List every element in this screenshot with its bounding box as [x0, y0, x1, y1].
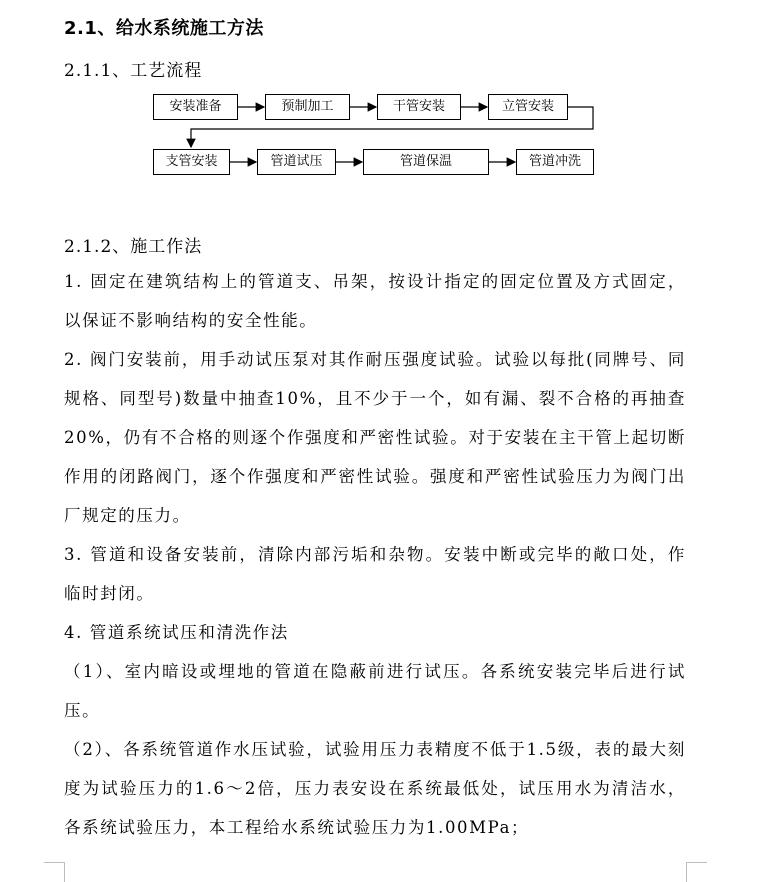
paragraph-6: （2）、各系统管道作水压试验，试验用压力表精度不低于1.5级，表的最大刻度为试验压力的1.6～2倍，压力表安设在系统最低处，试压用水为清洁水，各系统试验压力，本工程给水系统试验压力为1.00MPa； [64, 740, 686, 837]
page-corner-mark-right [686, 862, 707, 882]
paragraph-2: 2. 阀门安装前，用手动试压泵对其作耐压强度试验。试验以每批(同牌号、同规格、同型号)数量中抽查10%，且不少于一个，如有漏、裂不合格的再抽查20%，仍有不合格的则逐个作强度和严密性试验。对于安装在主干管上起切断作用的闭路阀门，逐个作强度和严密性试验。强度和严密性试验压力为阀门出厂规定的压力。 [64, 350, 686, 525]
flow-step-5: 支管安装 [153, 149, 230, 175]
paragraph-4: 4. 管道系统试压和清洗作法 [64, 623, 289, 642]
flow-step-1: 安装准备 [153, 94, 238, 120]
paragraph-3: 3. 管道和设备安装前，清除内部污垢和杂物。安装中断或完毕的敞口处，作临时封闭。 [64, 545, 686, 603]
section-title: 2.1、给水系统施工方法 [64, 18, 264, 39]
subsection-title-process: 2.1.1、工艺流程 [64, 61, 203, 81]
paragraph-1: 1. 固定在建筑结构上的管道支、吊架，按设计指定的固定位置及方式固定，以保证不影响结构的安全性能。 [64, 272, 686, 330]
page-corner-mark-left [44, 862, 65, 882]
flow-step-3: 干管安装 [377, 94, 461, 120]
paragraph-5: （1）、室内暗设或埋地的管道在隐蔽前进行试压。各系统安装完毕后进行试压。 [64, 662, 686, 720]
flow-step-4: 立管安装 [488, 94, 568, 120]
flow-step-8: 管道冲洗 [516, 149, 594, 175]
flow-step-7: 管道保温 [363, 149, 489, 175]
flow-step-2: 预制加工 [265, 94, 350, 120]
subsection-title-method: 2.1.2、施工作法 [64, 237, 203, 257]
flow-step-6: 管道试压 [257, 149, 336, 175]
